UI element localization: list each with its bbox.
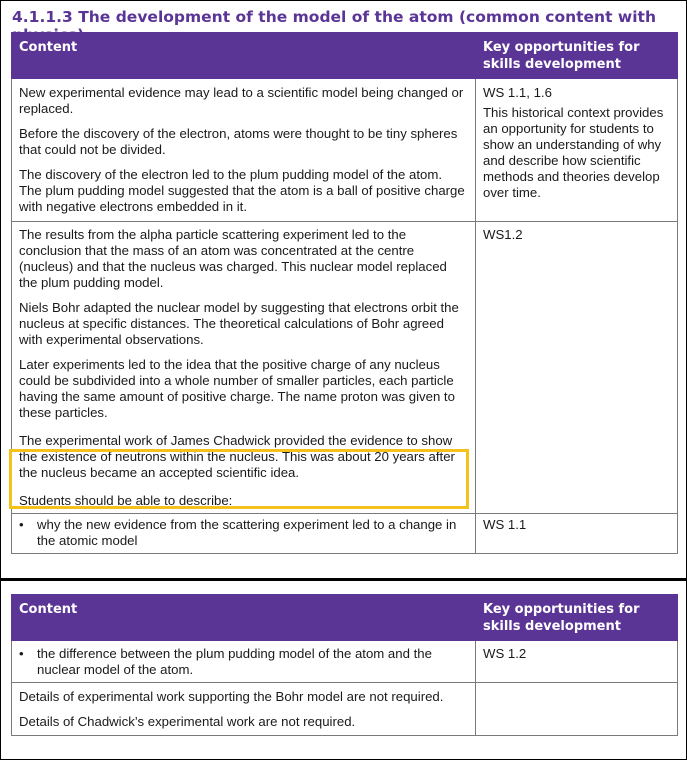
- paragraph-highlighted: The experimental work of James Chadwick provided the evidence to show the existence of neutrons within the nucleus. This was about 20 years after the nucleus became an accepted scientific idea.: [19, 433, 455, 480]
- bullet-item: [19, 646, 467, 678]
- skills-cell: [476, 683, 678, 736]
- highlight-box: [9, 449, 469, 509]
- paragraph: The discovery of the electron led to the plum pudding model of the atom. The plum pudding model suggested that the atom is a ball of positive charge with negative electrons embedded in it.: [19, 167, 465, 214]
- bullet-text: the difference between the plum pudding model of the atom and the nuclear model of the atom.: [37, 646, 432, 677]
- spec-table-2: [11, 594, 678, 736]
- skills-cell: [476, 79, 678, 222]
- table-header-row: [12, 33, 678, 79]
- skills-cell: [476, 222, 678, 514]
- bullet-text: why the new evidence from the scattering experiment led to a change in the atomic model: [37, 517, 457, 548]
- skills-ref: WS 1.1, 1.6: [483, 85, 552, 100]
- header-content: Content: [12, 33, 476, 79]
- header-content: Content: [12, 595, 476, 641]
- skills-cell: WS 1.1: [476, 514, 678, 554]
- note-text: Details of experimental work supporting the Bohr model are not required.: [19, 689, 444, 704]
- bullet-marker: •: [19, 517, 24, 532]
- paragraph: Niels Bohr adapted the nuclear model by suggesting that electrons orbit the nucleus at specific distances. The theoretical calculations of Bohr agreed with experimental observations.: [19, 300, 459, 347]
- bullet-item: [19, 517, 467, 549]
- table-header-row: [12, 595, 678, 641]
- table-row: [12, 641, 678, 683]
- content-cell: [12, 641, 476, 683]
- header-skills: Key opportunities for skills development: [476, 595, 678, 641]
- paragraph: New experimental evidence may lead to a scientific model being changed or replaced.: [19, 85, 464, 116]
- note-text: Details of Chadwick’s experimental work are not required.: [19, 714, 356, 729]
- paragraph: Later experiments led to the idea that the positive charge of any nucleus could be subdivided into a whole number of smaller particles, each particle having the same amount of positive charge. The name proton was given to these particles.: [19, 357, 455, 420]
- table-row: [12, 79, 678, 222]
- skills-ref: WS1.2: [483, 227, 523, 242]
- skills-text: This historical context provides an opportunity for students to show an understanding of why and describe how scientific methods and theories develop over time.: [483, 105, 664, 200]
- bullet-marker: •: [19, 646, 24, 661]
- content-cell: [12, 79, 476, 222]
- page-divider: [0, 578, 687, 581]
- paragraph: Students should be able to describe:: [19, 493, 233, 508]
- section-title: 4.1.1.3 The development of the model of the atom (common content with: [12, 8, 656, 26]
- header-skills: Key opportunities for skills development: [476, 33, 678, 79]
- paragraph: The results from the alpha particle scattering experiment led to the conclusion that the mass of an atom was concentrated at the centre (nucleus) and that the nucleus was charged. This nuclear model replaced the plum pudding model.: [19, 227, 447, 290]
- paragraph: Before the discovery of the electron, atoms were thought to be tiny spheres that could not be divided.: [19, 126, 458, 157]
- table-row: [12, 683, 678, 736]
- skills-cell: WS 1.2: [476, 641, 678, 683]
- content-cell: [12, 514, 476, 554]
- table-row: [12, 514, 678, 554]
- content-cell: [12, 683, 476, 736]
